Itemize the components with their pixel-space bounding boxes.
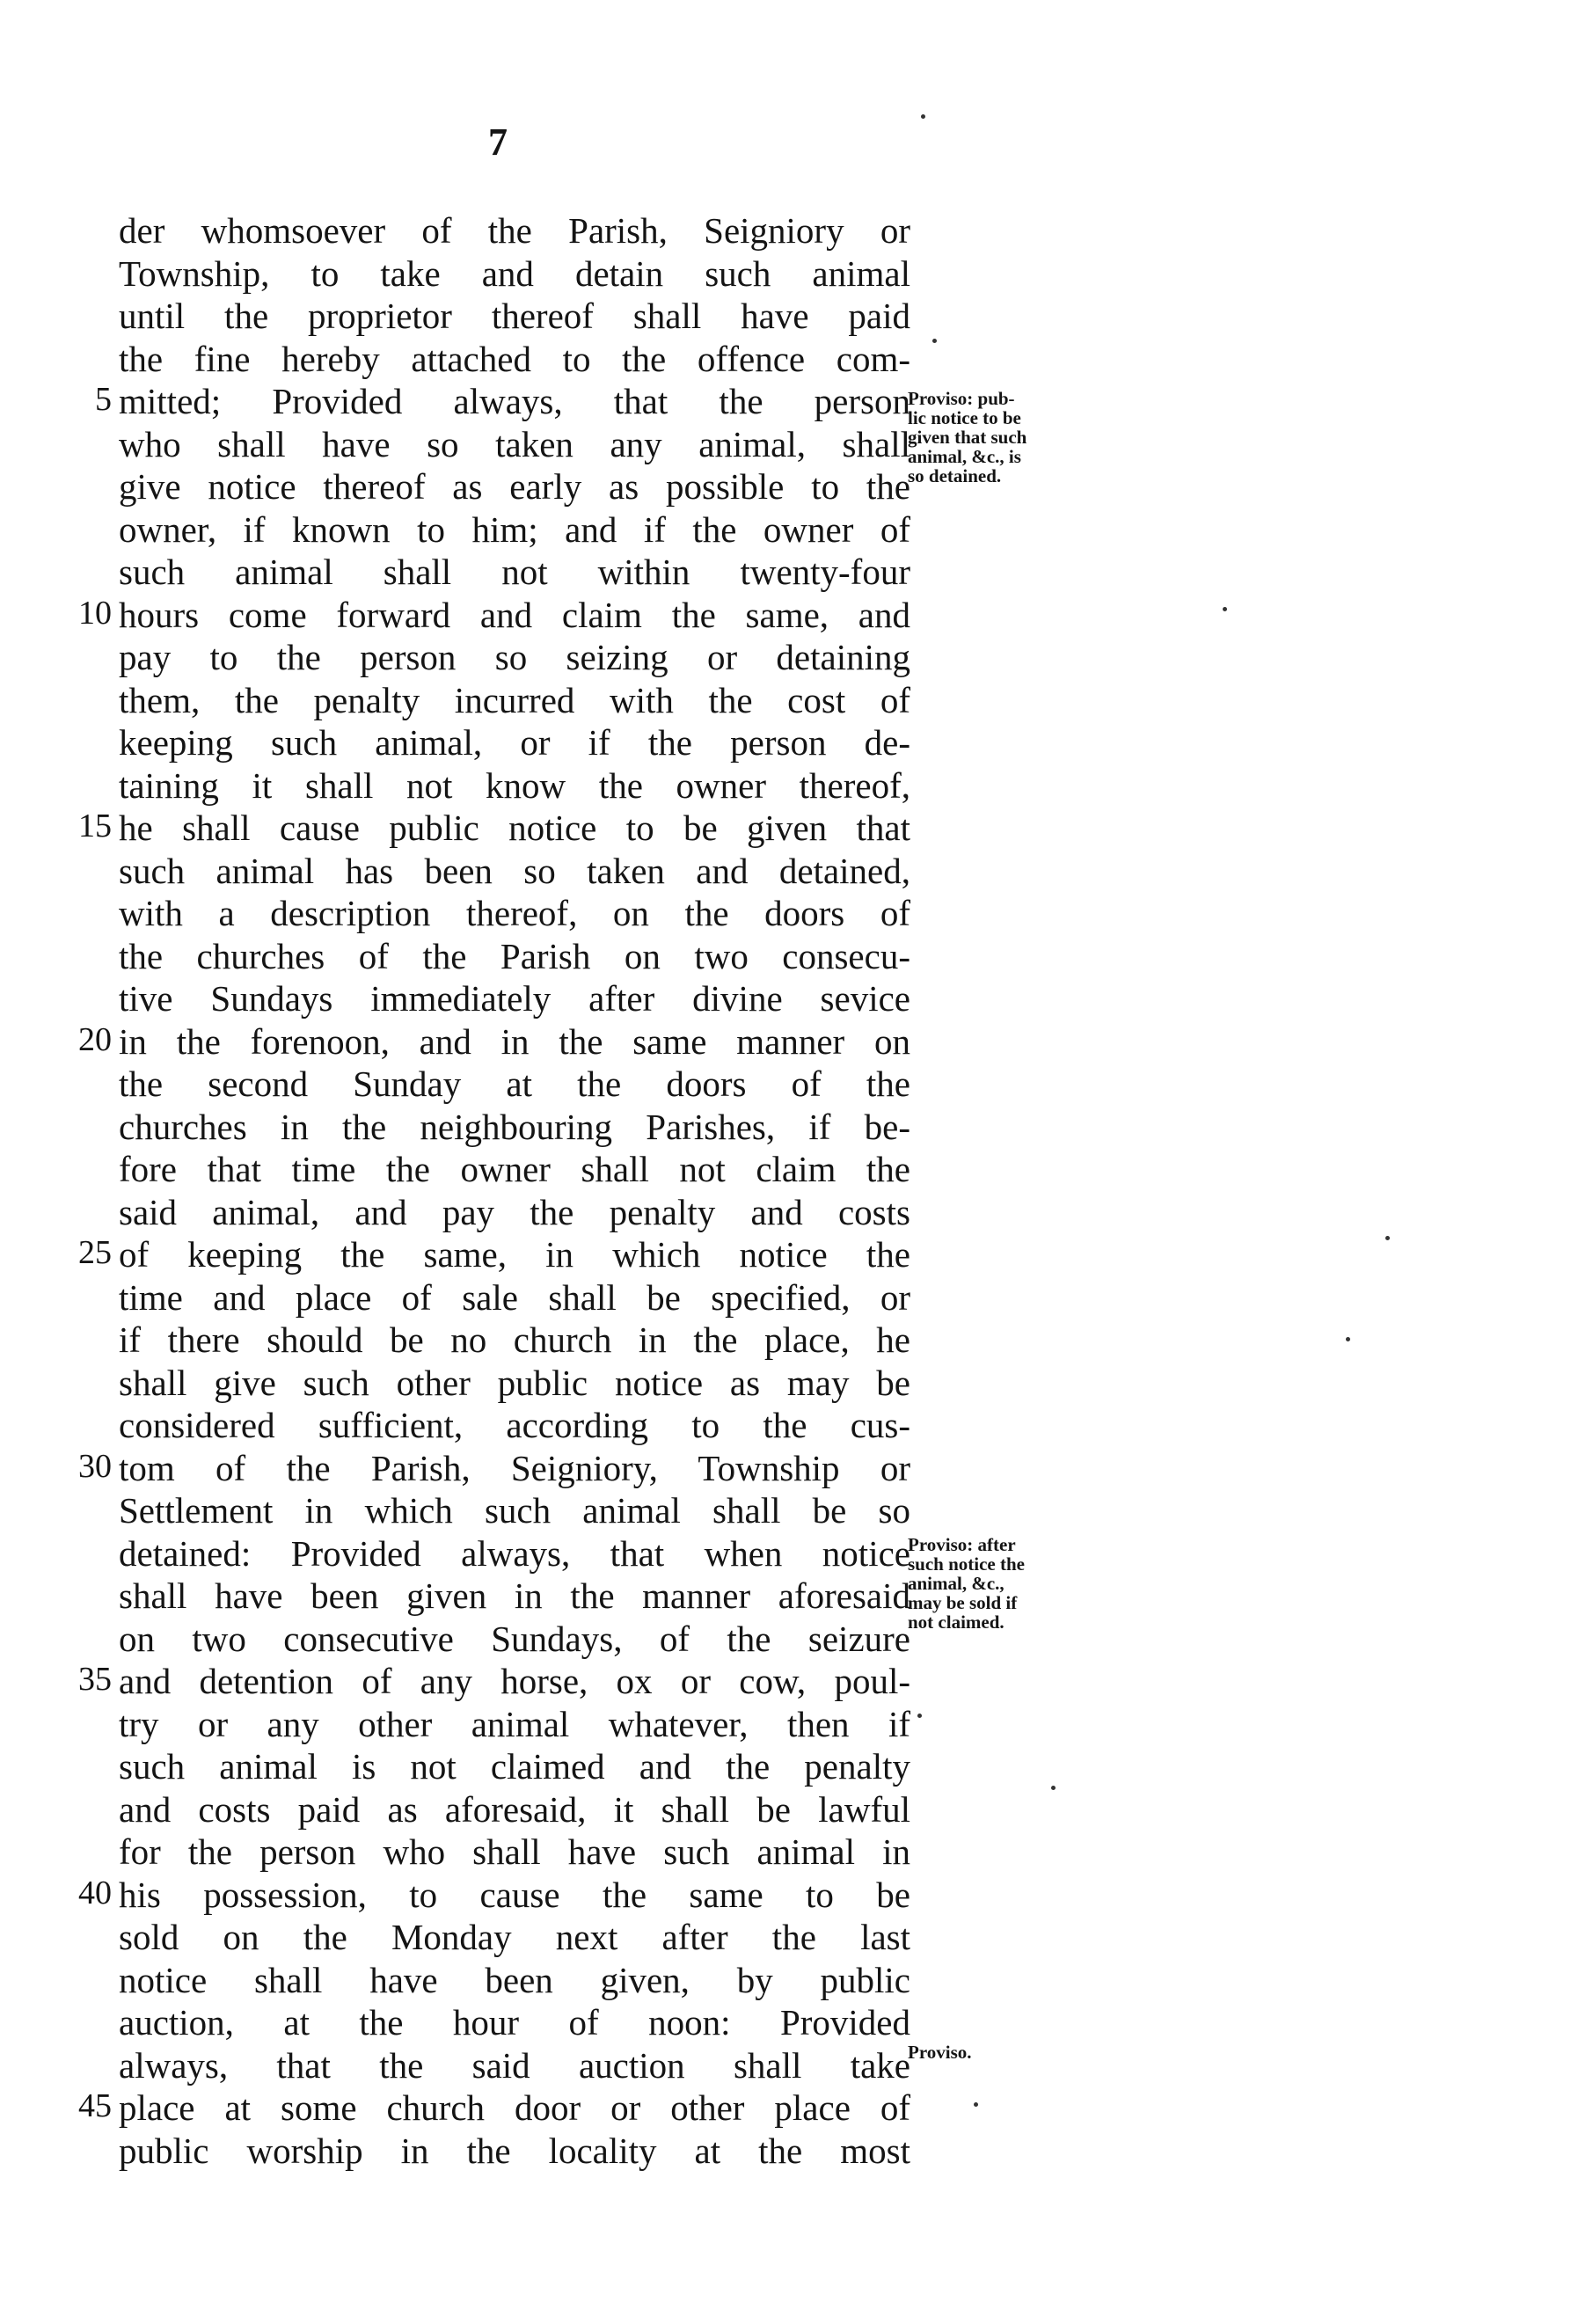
line-number-10: 10 (78, 594, 112, 632)
page-number: 7 (488, 121, 508, 164)
line-number-40: 40 (78, 1874, 112, 1911)
body-line-9: such animal shall not within twenty-four (119, 552, 910, 592)
body-line-11: pay to the person so seizing or detaining (119, 637, 910, 677)
body-line-39: for the person who shall have such animal in (119, 1831, 910, 1872)
body-line-7: give notice thereof as early as possible to the (119, 466, 910, 507)
print-speck (917, 1714, 922, 1718)
line-number-25: 25 (78, 1234, 112, 1271)
body-line-26: time and place of sale shall be specified, or (119, 1276, 910, 1318)
body-line-35: and detention of any horse, ox or cow, poul- (119, 1661, 910, 1701)
print-speck (921, 114, 925, 119)
body-line-27: if there should be no church in the place, he (119, 1319, 910, 1360)
body-line-23: fore that time the owner shall not claim the (119, 1149, 910, 1189)
body-line-34: on two consecutive Sundays, of the seizure (119, 1618, 910, 1659)
body-line-25: of keeping the same, in which notice the (119, 1234, 910, 1275)
print-speck (1346, 1337, 1350, 1341)
body-line-5: mitted; Provided always, that the person (119, 381, 910, 421)
body-line-45: place at some church door or other place of (119, 2087, 910, 2128)
print-speck (1051, 1786, 1056, 1790)
margin-note-line: animal, &c., is (908, 446, 1021, 467)
line-number-45: 45 (78, 2087, 112, 2124)
margin-note-line: may be sold if (908, 1592, 1018, 1613)
body-line-29: considered sufficient, according to the cus- (119, 1405, 910, 1445)
body-line-44: always, that the said auction shall take (119, 2044, 910, 2086)
margin-note-proviso (908, 2043, 1110, 2062)
body-line-40: his possession, to cause the same to be (119, 1874, 910, 1915)
line-number-35: 35 (78, 1661, 112, 1698)
body-line-18: the churches of the Parish on two consecu- (119, 935, 910, 976)
body-line-20: in the forenoon, and in the same manner on (119, 1020, 910, 1062)
line-number-5: 5 (95, 381, 112, 418)
margin-note-line: Proviso: pub- (908, 388, 1015, 409)
body-line-15: he shall cause public notice to be given that (119, 808, 910, 848)
body-line-38: and costs paid as aforesaid, it shall be lawful (119, 1788, 910, 1830)
body-line-4: the fine hereby attached to the offence com- (119, 338, 910, 379)
print-speck (932, 339, 937, 343)
body-line-32: detained: Provided always, that when notice (119, 1532, 910, 1574)
body-line-14: taining it shall not know the owner thereof, (119, 764, 910, 806)
line-number-30: 30 (78, 1447, 112, 1485)
print-speck (1385, 1236, 1390, 1240)
body-line-41: sold on the Monday next after the last (119, 1917, 910, 1957)
body-line-17: with a description thereof, on the doors of (119, 893, 910, 933)
margin-note-line: so detained. (908, 465, 1002, 486)
body-line-10: hours come forward and claim the same, and (119, 594, 910, 635)
body-line-6: who shall have so taken any animal, shall (119, 423, 910, 464)
body-line-46: public worship in the locality at the most (119, 2130, 910, 2171)
body-line-33: shall have been given in the manner aforesaid (119, 1575, 910, 1616)
margin-note-line: animal, &c., (908, 1573, 1005, 1594)
body-line-2: Township, to take and detain such animal (119, 252, 910, 294)
print-speck (1223, 607, 1227, 611)
body-line-28: shall give such other public notice as may be (119, 1362, 910, 1403)
body-line-24: said animal, and pay the penalty and costs (119, 1191, 910, 1232)
body-line-3: until the proprietor thereof shall have paid (119, 296, 910, 336)
body-line-36: try or any other animal whatever, then if (119, 1703, 910, 1744)
margin-note-sale-if-unclaimed (908, 1535, 1110, 1632)
margin-note-public-notice (908, 389, 1110, 486)
body-line-16: such animal has been so taken and detained, (119, 850, 910, 891)
margin-note-line: Proviso: after (908, 1534, 1016, 1555)
body-line-22: churches in the neighbouring Parishes, if be- (119, 1106, 910, 1147)
margin-note-line: such notice the (908, 1553, 1025, 1575)
line-number-15: 15 (78, 808, 112, 844)
body-line-19: tive Sundays immediately after divine sevice (119, 978, 910, 1019)
margin-note-line: Proviso. (908, 2042, 972, 2063)
body-line-31: Settlement in which such animal shall be so (119, 1490, 910, 1531)
body-line-21: the second Sunday at the doors of the (119, 1063, 910, 1104)
body-line-8: owner, if known to him; and if the owner of (119, 508, 910, 550)
body-line-12: them, the penalty incurred with the cost of (119, 679, 910, 720)
body-line-13: keeping such animal, or if the person de- (119, 722, 910, 763)
body-line-30: tom of the Parish, Seigniory, Township or (119, 1447, 910, 1488)
body-line-37: such animal is not claimed and the penalty (119, 1746, 910, 1787)
body-line-1: der whomsoever of the Parish, Seigniory or (119, 210, 910, 251)
margin-note-line: given that such (908, 427, 1027, 448)
margin-note-line: lic notice to be (908, 407, 1021, 428)
body-line-43: auction, at the hour of noon: Provided (119, 2002, 910, 2043)
print-speck (974, 2102, 978, 2107)
body-text (78, 209, 910, 2172)
margin-note-line: not claimed. (908, 1611, 1005, 1633)
body-line-42: notice shall have been given, by public (119, 1959, 910, 2000)
line-number-20: 20 (78, 1020, 112, 1058)
